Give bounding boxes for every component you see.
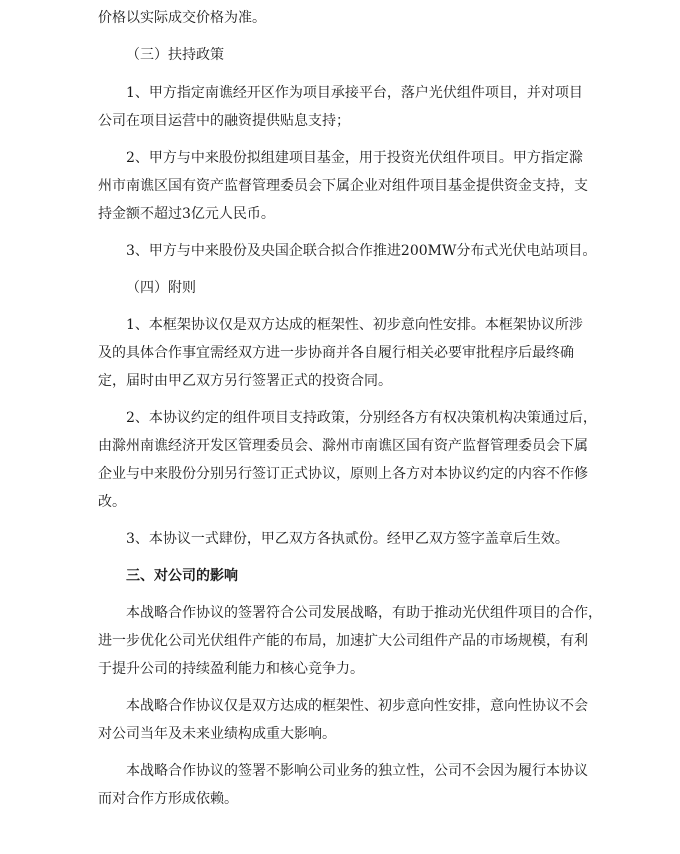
section-heading-company-impact: 三、对公司的影响: [126, 568, 238, 584]
text-line: 而对合作方形成依赖。: [98, 791, 238, 807]
text-line: 本战略合作协议仅是双方达成的框架性、初步意向性安排，意向性协议不会: [126, 698, 588, 714]
text-line: 于提升公司的持续盈利能力和核心竞争力。: [98, 661, 364, 677]
text-line: 及的具体合作事宜需经双方进一步协商并各自履行相关必要审批程序后最终确: [98, 345, 574, 361]
text-line: 1、甲方指定南谯经开区作为项目承接平台，落户光伏组件项目，并对项目: [126, 85, 583, 101]
text-line: 进一步优化公司光伏组件产能的布局，加速扩大公司组件产品的市场规模，有利: [98, 633, 588, 649]
text-line: 2、甲方与中来股份拟组建项目基金，用于投资光伏组件项目。甲方指定滁: [126, 150, 583, 166]
section-heading-supplementary: （四）附则: [126, 280, 196, 296]
text-line: 本战略合作协议的签署符合公司发展战略，有助于推动光伏组件项目的合作，: [126, 605, 602, 621]
text-line: 定，届时由甲乙双方另行签署正式的投资合同。: [98, 373, 392, 389]
text-line: 州市南谯区国有资产监督管理委员会下属企业对组件项目基金提供资金支持，支: [98, 178, 588, 194]
text-line: 3、本协议一式肆份，甲乙双方各执贰份。经甲乙双方签字盖章后生效。: [126, 531, 569, 547]
text-line: 本战略合作协议的签署不影响公司业务的独立性，公司不会因为履行本协议: [126, 763, 588, 779]
text-line: 1、本框架协议仅是双方达成的框架性、初步意向性安排。本框架协议所涉: [126, 317, 583, 333]
text-line: 公司在项目运营中的融资提供贴息支持；: [98, 113, 350, 129]
section-heading-support-policy: （三）扶持政策: [126, 47, 224, 63]
text-line: 改。: [98, 494, 126, 510]
text-line: 2、本协议约定的组件项目支持政策，分别经各方有权决策机构决策通过后，: [126, 410, 597, 426]
text-line: 持金额不超过3亿元人民币。: [98, 206, 275, 222]
text-line: 价格以实际成交价格为准。: [98, 10, 266, 26]
text-line: 由滁州南谯经济开发区管理委员会、滁州市南谯区国有资产监督管理委员会下属: [98, 438, 588, 454]
text-line: 企业与中来股份分别另行签订正式协议，原则上各方对本协议约定的内容不作修: [98, 466, 588, 482]
text-line: 3、甲方与中来股份及央国企联合拟合作推进200MW分布式光伏电站项目。: [126, 243, 597, 259]
text-line: 对公司当年及未来业绩构成重大影响。: [98, 726, 336, 742]
